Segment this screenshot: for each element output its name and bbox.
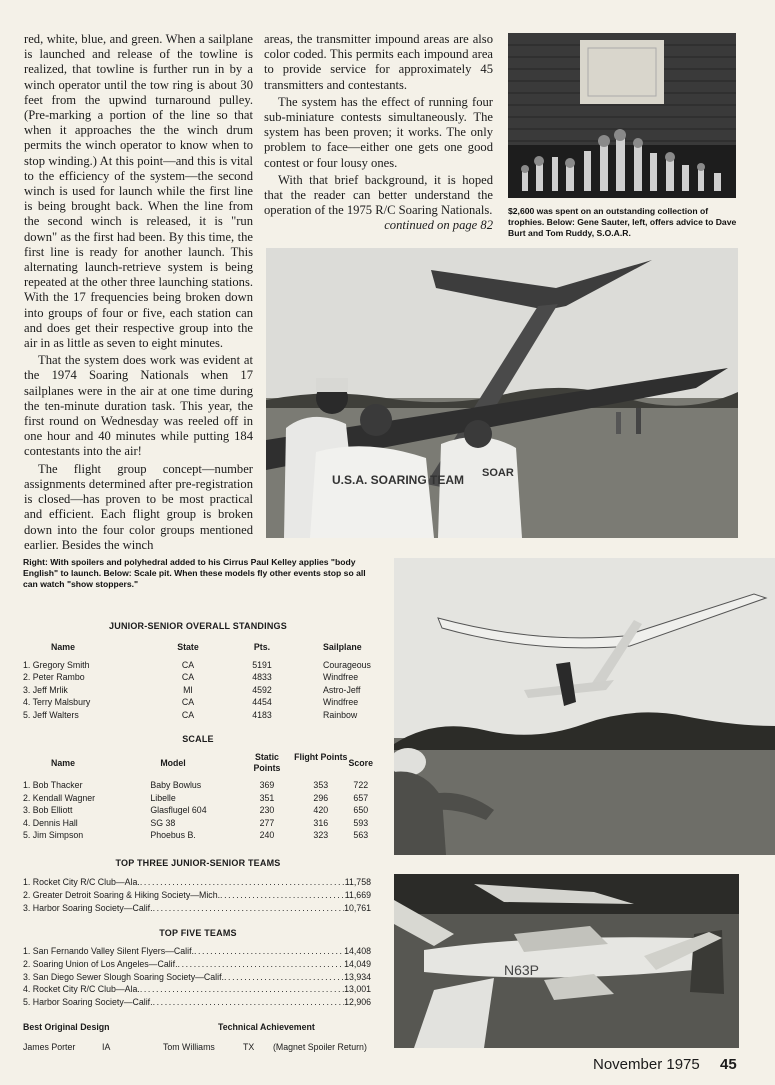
trophies-caption: $2,600 was spent on an outstanding collection of trophies. Below: Gene Sauter, left, offers advice to Dave Burt and Tom Ruddy, S.O.A.R.	[508, 206, 737, 238]
cell-sailplane: Rainbow	[323, 709, 358, 720]
cell-flight: 316	[313, 817, 329, 828]
cell-score: 650	[353, 805, 369, 816]
cell-state: CA	[181, 659, 195, 670]
list-item	[23, 945, 371, 958]
table-row	[23, 684, 373, 697]
trophies-photo-graphic	[508, 33, 736, 198]
cell-points: 4454	[252, 697, 272, 708]
plane-registration-text: N63P	[504, 962, 540, 978]
cell-state: CA	[181, 672, 195, 683]
cell-score: 593	[353, 817, 369, 828]
team-name: 2. Soaring Union of Los Angeles—Calif.	[23, 958, 178, 969]
cell-name: 4. Terry Malsbury	[23, 697, 91, 708]
usa-shirt-text: U.S.A. SOARING TEAM	[332, 473, 465, 487]
team-points: 12,906	[344, 997, 371, 1008]
list-item	[23, 958, 371, 971]
tech-achievement-label: Technical Achievement	[218, 1022, 315, 1032]
table-row	[23, 792, 373, 805]
col-header: Sailplane	[323, 642, 362, 652]
table-row	[23, 696, 373, 709]
sailplane-launch-photo	[266, 248, 738, 538]
cell-name: 5. Jim Simpson	[23, 830, 84, 841]
junior-senior-title: JUNIOR-SENIOR OVERALL STANDINGS	[109, 621, 287, 631]
table-row	[23, 659, 373, 672]
soar-shirt-text: SOAR	[482, 467, 514, 479]
cell-name: 2. Peter Rambo	[23, 672, 85, 683]
team-points: 13,001	[344, 984, 371, 995]
cell-name: 1. Bob Thacker	[23, 780, 83, 790]
cell-flight: 353	[313, 780, 329, 790]
team-points: 10,761	[344, 902, 371, 913]
cell-model: Glasflugel 604	[150, 805, 207, 816]
cell-name: 3. Jeff Mrlik	[23, 684, 68, 695]
cell-model: Libelle	[150, 792, 176, 803]
top-five-list	[23, 945, 371, 1009]
cell-static: 277	[259, 817, 275, 828]
team-points: 11,758	[344, 877, 371, 887]
cell-static: 230	[259, 805, 275, 816]
cell-points: 5191	[252, 659, 272, 670]
cell-name: 1. Gregory Smith	[23, 659, 90, 670]
col-header: Score	[348, 757, 373, 768]
cell-points: 4833	[252, 672, 272, 683]
article-paragraph: red, white, blue, and green. When a sailplane is launched and release of the towline is realized, that towline is further run in by a winch operator until the tow ring is about 30 feet from the upwind turnaround pulley. (Pre-marking a portion of the line so that when it approaches the the winch drum permits the winch operator to know when to stop winding.) At this point—and this is vital to the efficiency of the system—the second winch is used for launch while the first line is being brought back. When the line from the second winch is released, it is "run down" as the first had been. By this time, the first line is ready for another launch. This alternating launch-retrieve system is being repeated at the other three launching stations. With the 17 frequencies being broken down into groups of four or five, each station can and does get their respective group into the air in as little as seven to eight minutes.	[24, 32, 253, 351]
scale-title: SCALE	[182, 734, 214, 744]
cell-static: 351	[259, 792, 275, 803]
article-paragraph: The flight group concept—number assignments determined after pre-registration is closed—has proven to be most practical and efficient. Each flight group is broken down into the four color groups mentioned earlier. Besides the winch	[24, 461, 253, 552]
cell-score: 722	[353, 780, 369, 790]
table-row	[23, 671, 373, 684]
team-points: 13,934	[344, 971, 371, 982]
col-header: Flight Points	[294, 752, 348, 762]
col-header: Pts.	[253, 642, 271, 652]
tech-achievement-name: Tom Williams	[163, 1042, 215, 1052]
cell-name: 4. Dennis Hall	[23, 817, 78, 828]
list-item	[23, 876, 371, 889]
article-paragraph: That the system does work was evident at the 1974 Soaring Nationals when 17 sailplanes were in the air at one time during the ten-minute duration task. This year, the first round on Wednesday was reeled off in one hour and 40 minutes while putting 184 contestants into the air!	[24, 353, 253, 459]
cell-score: 563	[353, 830, 369, 841]
list-item	[23, 902, 371, 915]
team-points: 11,669	[344, 889, 371, 900]
cell-sailplane: Windfree	[323, 697, 359, 708]
team-points: 14,408	[344, 946, 371, 956]
best-design-name: James Porter	[23, 1042, 76, 1052]
col-header: Name	[51, 642, 75, 652]
cell-flight: 323	[313, 830, 329, 841]
top-three-list	[23, 876, 371, 914]
best-design-state: IA	[102, 1042, 111, 1052]
table-row	[23, 829, 373, 842]
cell-state: CA	[181, 709, 195, 720]
page-number: 45	[720, 1056, 737, 1073]
scale-pit-graphic	[394, 874, 739, 1048]
best-design-label: Best Original Design	[23, 1022, 110, 1032]
launch-caption: Right: With spoilers and polyhedral added to his Cirrus Paul Kelley applies "body English" to launch. Below: Scale pit. When these models fly other events stop so all can watch "show stoppers."	[23, 557, 366, 589]
col-header: State	[177, 642, 199, 652]
cell-state: CA	[181, 697, 195, 708]
cell-model: Baby Bowlus	[150, 780, 202, 790]
continued-note: continued on page 82	[384, 218, 493, 233]
cirrus-launch-photo	[394, 558, 775, 855]
list-item	[23, 996, 371, 1009]
cell-model: SG 38	[150, 817, 176, 828]
col-header: Static Points	[253, 752, 281, 773]
table-row	[23, 804, 373, 817]
cell-score: 657	[353, 792, 369, 803]
scale-table	[23, 752, 373, 842]
table-row	[23, 817, 373, 830]
list-item	[23, 983, 371, 996]
article-paragraph: With that brief background, it is hoped that the reader can better understand the operation of the 1975 R/C Soaring Nationals.	[264, 172, 493, 218]
cell-name: 3. Bob Elliott	[23, 805, 73, 816]
team-name: 2. Greater Detroit Soaring & Hiking Society—Mich.	[23, 889, 221, 900]
col-header: Name	[51, 757, 75, 768]
tech-achievement-note: (Magnet Spoiler Return)	[273, 1042, 367, 1052]
scale-pit-photo	[394, 874, 739, 1048]
list-item	[23, 971, 371, 984]
team-name: 1. San Fernando Valley Silent Flyers—Calif.	[23, 946, 194, 956]
table-row	[23, 709, 373, 722]
issue-date: November 1975	[593, 1056, 700, 1073]
cell-points: 4592	[252, 684, 272, 695]
trophies-photo	[508, 33, 736, 198]
junior-senior-table	[23, 641, 373, 722]
table-row	[23, 779, 373, 792]
article-paragraph: areas, the transmitter impound areas are also color coded. This permits each impound area to provide service for approximately 45 transmitters and contestants.	[264, 32, 493, 92]
team-name: 1. Rocket City R/C Club—Ala.	[23, 877, 140, 887]
team-name: 3. San Diego Sewer Slough Soaring Society—Calif.	[23, 971, 224, 982]
tech-achievement-state: TX	[243, 1042, 255, 1052]
cell-sailplane: Windfree	[323, 672, 359, 683]
cell-sailplane: Courageous	[323, 659, 371, 670]
cell-model: Phoebus B.	[150, 830, 196, 841]
cell-state: MI	[183, 684, 193, 695]
cirrus-launch-graphic	[394, 558, 775, 855]
cell-static: 240	[259, 830, 275, 841]
team-name: 3. Harbor Soaring Society—Calif.	[23, 902, 153, 913]
top-five-title: TOP FIVE TEAMS	[159, 928, 237, 938]
list-item	[23, 889, 371, 902]
col-header: Model	[160, 757, 186, 768]
cell-flight: 420	[313, 805, 329, 816]
article-left-column	[24, 32, 253, 553]
cell-sailplane: Astro-Jeff	[323, 684, 361, 695]
team-points: 14,049	[344, 958, 371, 969]
sailplane-launch-graphic	[266, 248, 738, 538]
article-paragraph: The system has the effect of running four sub-miniature contests simultaneously. The system has been proven; it works. The only problem to face—either one gets one good contest or four lousy ones.	[264, 94, 493, 170]
cell-points: 4183	[252, 709, 272, 720]
top-three-title: TOP THREE JUNIOR-SENIOR TEAMS	[115, 858, 281, 868]
cell-static: 369	[259, 780, 275, 790]
article-middle-column	[264, 32, 493, 234]
table-header-row	[23, 752, 373, 774]
cell-flight: 296	[313, 792, 329, 803]
table-header-row	[23, 641, 373, 654]
team-name: 4. Rocket City R/C Club—Ala.	[23, 984, 140, 995]
cell-name: 5. Jeff Walters	[23, 709, 79, 720]
cell-name: 2. Kendall Wagner	[23, 792, 96, 803]
team-name: 5. Harbor Soaring Society—Calif.	[23, 997, 153, 1008]
